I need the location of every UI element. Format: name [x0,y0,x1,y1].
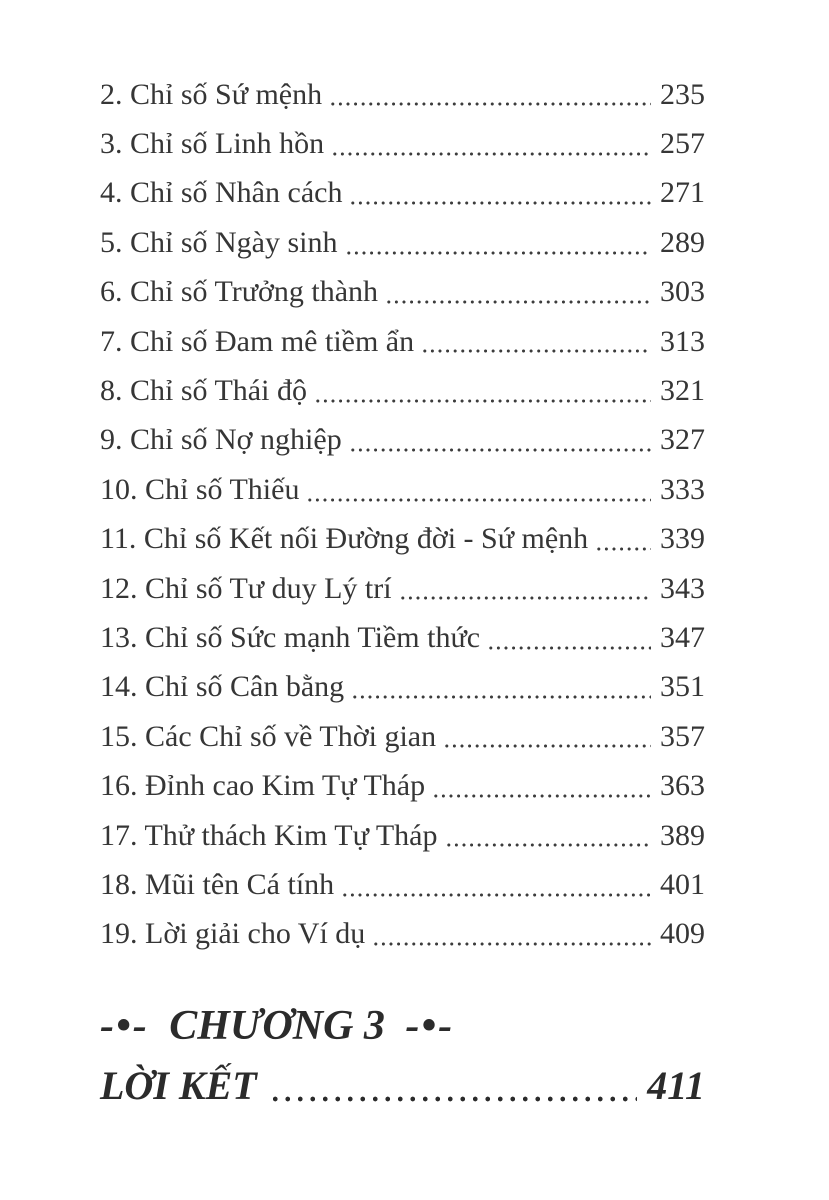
toc-entry-label: 15. Các Chỉ số về Thời gian [100,719,437,753]
toc-entry [100,613,705,662]
toc-entry [100,712,705,761]
toc-entry-page: 363 [660,769,705,803]
toc-entry-page: 339 [660,522,705,556]
toc-entry-page: 303 [660,275,705,309]
toc-entry-label: 2. Chỉ số Sứ mệnh [100,77,323,111]
conclusion-entry [100,1057,705,1113]
toc-entry-label: 14. Chỉ số Cân bằng [100,670,345,704]
dot-leader [345,218,651,267]
toc-entry-page: 321 [660,374,705,408]
dot-leader [349,169,651,218]
toc-entry-label: 10. Chỉ số Thiếu [100,472,300,506]
dot-leader [595,515,651,564]
dot-leader [487,613,651,662]
toc-entry-page: 313 [660,324,705,358]
dot-leader [432,761,651,810]
toc-entry [100,169,705,218]
table-of-contents [100,0,705,959]
dot-leader [351,663,651,712]
toc-entry [100,910,705,959]
dot-leader [421,317,651,366]
ornament-right: -•- [405,1003,455,1050]
toc-entry-label: 13. Chỉ số Sức mạnh Tiềm thức [100,620,481,654]
dot-leader [385,268,651,317]
chapter-heading [100,1003,705,1049]
toc-entry-page: 347 [660,620,705,654]
toc-entry-page: 389 [660,818,705,852]
dot-leader [306,465,651,514]
toc-entry [100,515,705,564]
toc-entry [100,416,705,465]
toc-entry-page: 271 [660,176,705,210]
toc-entry-label: 5. Chỉ số Ngày sinh [100,225,338,259]
toc-entry [100,811,705,860]
toc-entry [100,663,705,712]
toc-entry-page: 327 [660,423,705,457]
toc-entry-label: 4. Chỉ số Nhân cách [100,176,343,210]
toc-entry-label: 19. Lời giải cho Ví dụ [100,917,366,951]
conclusion-label: LỜI KẾT [100,1062,257,1108]
toc-entry-page: 401 [660,867,705,901]
toc-entry-page: 351 [660,670,705,704]
toc-entry-page: 235 [660,77,705,111]
toc-entry [100,761,705,810]
toc-entry-page: 357 [660,719,705,753]
toc-entry-page: 333 [660,472,705,506]
toc-entry-page: 289 [660,225,705,259]
dot-leader [269,1057,638,1113]
conclusion-page: 411 [647,1062,705,1108]
toc-entry [100,465,705,514]
toc-entry-label: 12. Chỉ số Tư duy Lý trí [100,571,392,605]
toc-entry [100,366,705,415]
dot-leader [445,811,652,860]
page-content [100,0,705,1113]
toc-entry [100,218,705,267]
dot-leader [399,564,651,613]
toc-entry-label: 7. Chỉ số Đam mê tiềm ẩn [100,324,415,358]
dot-leader [443,712,651,761]
toc-entry [100,268,705,317]
toc-entry-label: 18. Mũi tên Cá tính [100,867,335,901]
toc-entry [100,317,705,366]
toc-entry [100,564,705,613]
toc-entry-label: 6. Chỉ số Trưởng thành [100,275,379,309]
toc-entry-page: 343 [660,571,705,605]
toc-entry-label: 16. Đỉnh cao Kim Tự Tháp [100,769,426,803]
dot-leader [349,416,651,465]
toc-entry-label: 3. Chỉ số Linh hồn [100,127,325,161]
toc-entry-label: 8. Chỉ số Thái độ [100,374,307,408]
toc-entry [100,70,705,119]
dot-leader [341,860,651,909]
toc-entry-label: 11. Chỉ số Kết nối Đường đời - Sứ mệnh [100,522,589,556]
dot-leader [331,119,651,168]
toc-entry [100,119,705,168]
toc-entry-label: 17. Thử thách Kim Tự Tháp [100,818,438,852]
toc-entry-page: 257 [660,127,705,161]
toc-entry-label: 9. Chỉ số Nợ nghiệp [100,423,342,457]
dot-leader [314,366,651,415]
dot-leader [372,910,651,959]
chapter-title: CHƯƠNG 3 [169,1003,385,1050]
toc-entry [100,860,705,909]
toc-entry-page: 409 [660,917,705,951]
dot-leader [329,70,651,119]
ornament-left: -•- [100,1003,149,1050]
